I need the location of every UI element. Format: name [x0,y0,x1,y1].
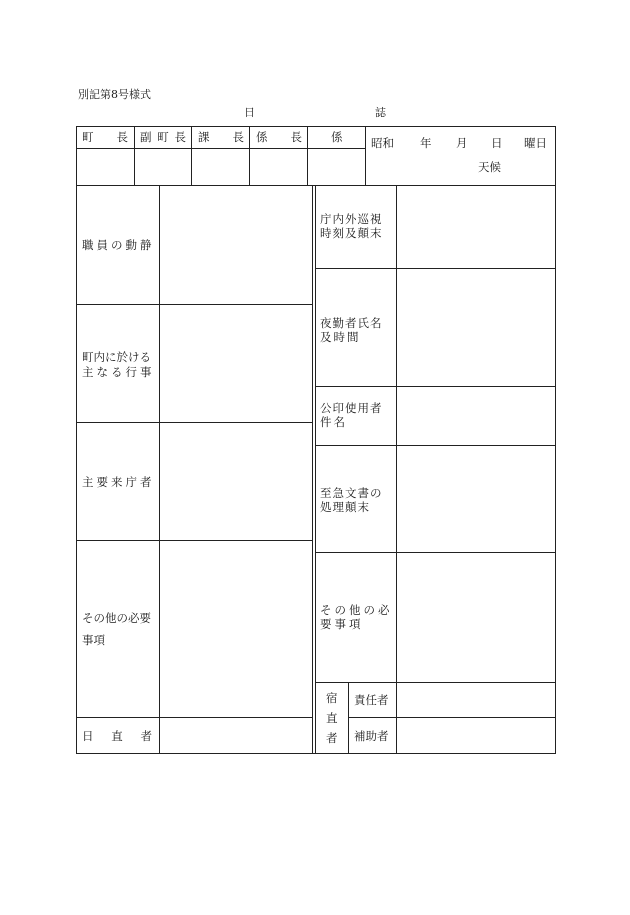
label-patrol-line2: 時刻及顛末 [320,226,383,240]
approver-subsection-chief: 係 長 [256,130,302,144]
approver-deputy-mayor: 副 町 長 [140,130,186,144]
label-other-matters-line2: 事項 [82,633,105,647]
approver-section-chief: 課 長 [198,130,244,144]
date-month: 月 [456,136,468,150]
label-night-watch-char1: 宿 [326,691,338,705]
approver-staff: 係 [331,130,343,144]
date-day: 日 [491,136,503,150]
label-night-watch-char2: 直 [326,711,338,725]
approver-town-mayor: 町 長 [82,130,128,144]
date-weekday: 曜日 [524,136,547,150]
label-responsible: 責任者 [354,693,389,707]
label-night-duty-line2: 及時間 [320,330,361,344]
label-day-duty: 日 直 者 [82,729,152,743]
label-main-visitors: 主要来庁者 [82,475,155,489]
label-main-events-line2: 主なる行事 [82,365,155,379]
label-seal-use-line2: 件名 [320,415,347,429]
label-other-matters-line1: その他の必要 [82,611,151,625]
label-other-right-line2: 要事項 [320,617,364,631]
date-era: 昭和 [371,136,394,150]
date-year: 年 [420,136,432,150]
label-assistant: 補助者 [354,729,389,743]
label-staff-movements: 職員の動静 [82,238,155,252]
label-seal-use-line1: 公印使用者 [320,401,383,415]
title-char-2: 誌 [375,106,386,119]
label-patrol-line1: 庁内外巡視 [320,212,383,226]
label-other-right-line1: その他の必 [320,603,393,617]
label-urgent-docs-line2: 処理顛末 [320,500,370,514]
title-char-1: 日 [244,106,255,119]
label-night-duty-line1: 夜勤者氏名 [320,316,383,330]
weather-label: 天候 [478,160,501,174]
form-label: 別記第8号様式 [78,88,151,101]
label-urgent-docs-line1: 至急文書の [320,486,383,500]
label-main-events-line1: 町内に於ける [82,350,151,364]
label-night-watch-char3: 者 [326,731,338,745]
